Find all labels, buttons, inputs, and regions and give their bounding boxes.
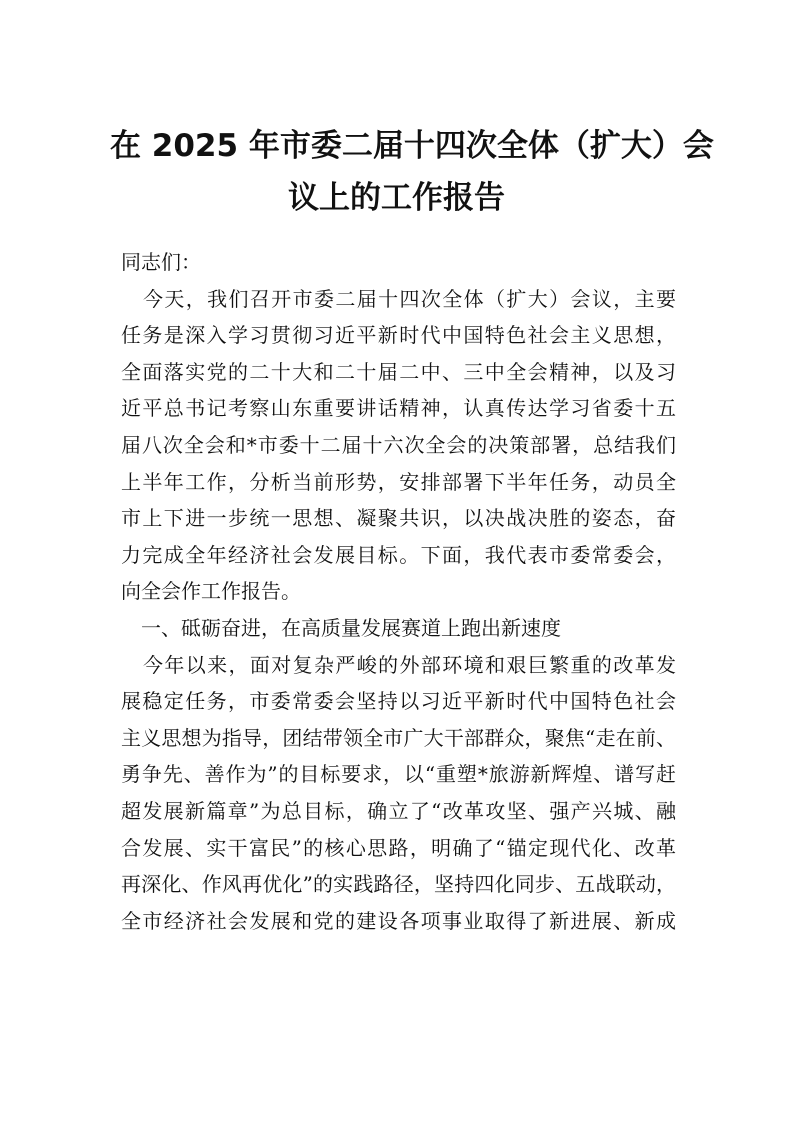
paragraph-2-line: 再深化、作风再优化”的实践路径，坚持四化同步、五战联动， <box>121 872 676 897</box>
title-line-1: 在 2025 年市委二届十四次全体（扩大）会 <box>110 128 714 164</box>
paragraph-2-line: 合发展、实干富民”的核心思路，明确了“锚定现代化、改革 <box>121 835 676 860</box>
title-line-2: 议上的工作报告 <box>288 180 505 216</box>
document-body <box>121 244 676 939</box>
document-title <box>110 120 714 224</box>
paragraph-1-line: 届八次全会和*市委十二届十六次全会的决策部署，总结我们 <box>121 432 676 457</box>
paragraph-1-line: 力完成全年经济社会发展目标。下面，我代表市委常委会， <box>121 542 676 567</box>
paragraph-2-line: 今年以来，面对复杂严峻的外部环境和艰巨繁重的改革发 <box>143 652 676 677</box>
paragraph-2-line: 展稳定任务，市委常委会坚持以习近平新时代中国特色社会 <box>121 689 676 714</box>
paragraph-1-line: 今天，我们召开市委二届十四次全体（扩大）会议，主要 <box>143 286 676 311</box>
salutation: 同志们： <box>121 250 201 274</box>
paragraph-1-line: 上半年工作，分析当前形势，安排部署下半年任务，动员全 <box>121 469 676 494</box>
paragraph-2-line: 超发展新篇章”为总目标，确立了“改革攻坚、强产兴城、融 <box>121 798 676 823</box>
paragraph-2-line: 主义思想为指导，团结带领全市广大干部群众，聚焦“走在前、 <box>121 725 676 750</box>
paragraph-2-line: 全市经济社会发展和党的建设各项事业取得了新进展、新成 <box>121 908 676 933</box>
paragraph-1-line: 近平总书记考察山东重要讲话精神，认真传达学习省委十五 <box>121 396 676 421</box>
section-1-heading: 一、砥砺奋进，在高质量发展赛道上跑出新速度 <box>141 615 561 640</box>
paragraph-1-line: 向全会作工作报告。 <box>121 579 301 604</box>
paragraph-1-line: 任务是深入学习贯彻习近平新时代中国特色社会主义思想， <box>121 323 676 348</box>
paragraph-2-line: 勇争先、善作为”的目标要求，以“重塑*旅游新辉煌、谱写赶 <box>121 762 676 787</box>
paragraph-1-line: 全面落实党的二十大和二十届二中、三中全会精神，以及习 <box>121 359 676 384</box>
paragraph-1-line: 市上下进一步统一思想、凝聚共识，以决战决胜的姿态，奋 <box>121 506 676 531</box>
